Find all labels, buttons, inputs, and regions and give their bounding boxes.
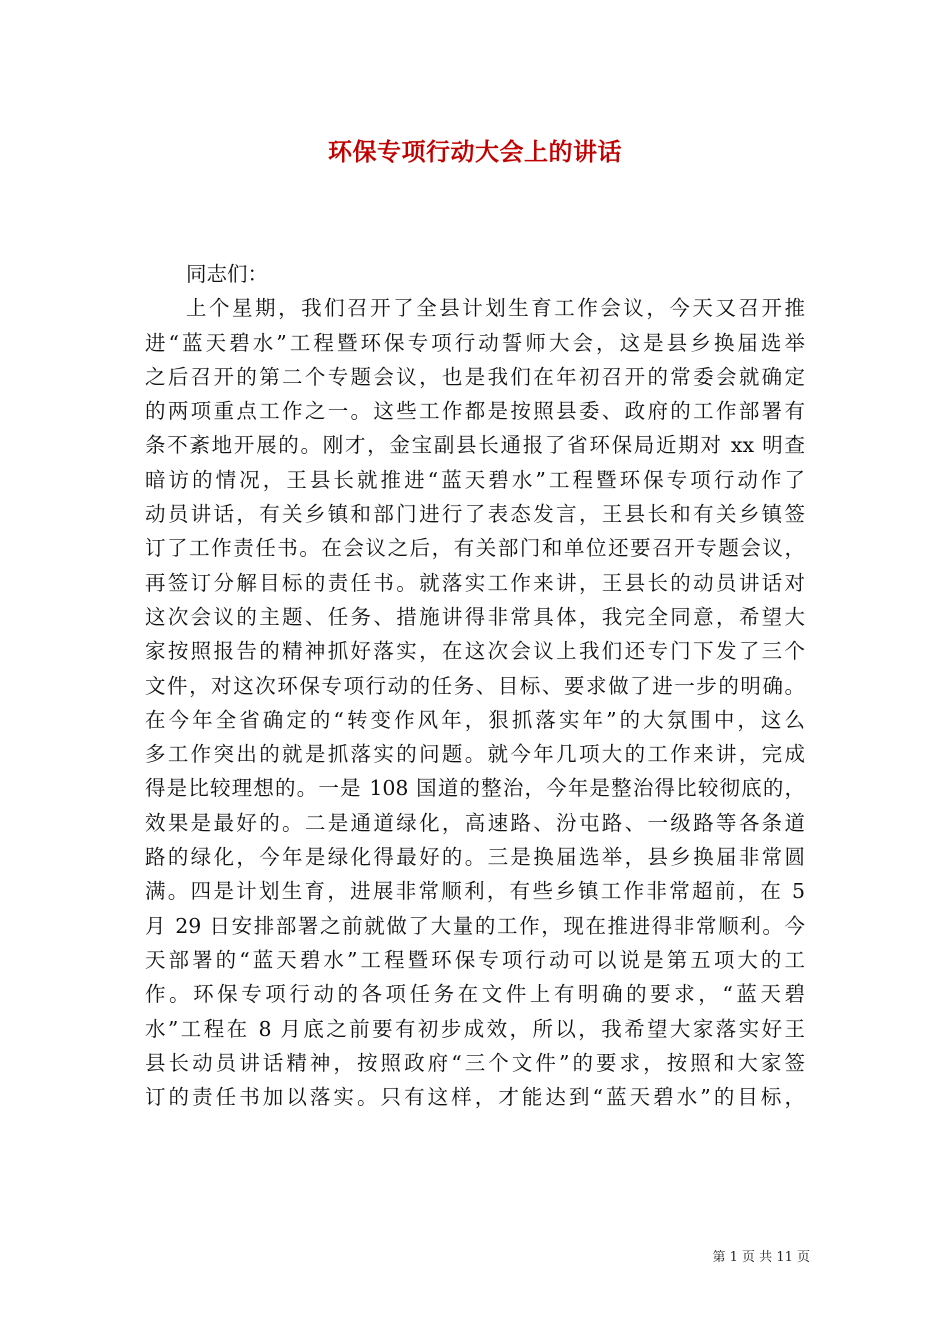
text-line: 订了工作责任书。在会议之后，有关部门和单位还要召开专题会议， <box>145 536 805 561</box>
text-line: 多工作突出的就是抓落实的问题。就今年几项大的工作来讲，完成 <box>145 742 805 767</box>
text-line: 月 29 日安排部署之前就做了大量的工作，现在推进得非常顺利。今 <box>145 913 805 938</box>
text-line: 的两项重点工作之一。这些工作都是按照县委、政府的工作部署有 <box>145 399 805 424</box>
text-line: 在今年全省确定的“转变作风年，狠抓落实年”的大氛围中，这么 <box>145 707 805 732</box>
text-line: 之后召开的第二个专题会议，也是我们在年初召开的常委会就确定 <box>145 364 805 389</box>
document-title: 环保专项行动大会上的讲话 <box>328 137 622 166</box>
text-line: 进“蓝天碧水”工程暨环保专项行动誓师大会，这是县乡换届选举 <box>145 330 805 355</box>
text-line: 这次会议的主题、任务、措施讲得非常具体，我完全同意，希望大 <box>145 604 805 629</box>
text-line: 满。四是计划生育，进展非常顺利，有些乡镇工作非常超前，在 5 <box>145 879 805 904</box>
text-line: 作。环保专项行动的各项任务在文件上有明确的要求，“蓝天碧 <box>145 982 805 1007</box>
text-line: 条不紊地开展的。刚才，金宝副县长通报了省环保局近期对 xx 明查 <box>145 433 805 458</box>
page-number: 第 1 页 共 11 页 <box>712 1250 810 1265</box>
text-line: 效果是最好的。二是通道绿化，高速路、汾屯路、一级路等各条道 <box>145 810 805 835</box>
text-line: 暗访的情况，王县长就推进“蓝天碧水”工程暨环保专项行动作了 <box>145 467 805 492</box>
text-line: 再签订分解目标的责任书。就落实工作来讲，王县长的动员讲话对 <box>145 570 805 595</box>
text-line: 天部署的“蓝天碧水”工程暨环保专项行动可以说是第五项大的工 <box>145 947 805 972</box>
text-line: 得是比较理想的。一是 108 国道的整治，今年是整治得比较彻底的， <box>145 776 805 801</box>
text-line: 水”工程在 8 月底之前要有初步成效，所以，我希望大家落实好王 <box>145 1016 805 1041</box>
text-line: 动员讲话，有关乡镇和部门进行了表态发言，王县长和有关乡镇签 <box>145 502 805 527</box>
text-line: 路的绿化，今年是绿化得最好的。三是换届选举，县乡换届非常圆 <box>145 845 805 870</box>
document-body <box>145 257 805 1114</box>
text-line: 上个星期，我们召开了全县计划生育工作会议，今天又召开推 <box>186 296 805 321</box>
text-line: 县长动员讲话精神，按照政府“三个文件”的要求，按照和大家签 <box>145 1050 805 1075</box>
text-line: 文件，对这次环保专项行动的任务、目标、要求做了进一步的明确。 <box>145 673 805 698</box>
salutation: 同志们： <box>186 262 268 286</box>
text-line: 家按照报告的精神抓好落实，在这次会议上我们还专门下发了三个 <box>145 639 805 664</box>
text-line: 订的责任书加以落实。只有这样，才能达到“蓝天碧水”的目标， <box>145 1085 805 1110</box>
